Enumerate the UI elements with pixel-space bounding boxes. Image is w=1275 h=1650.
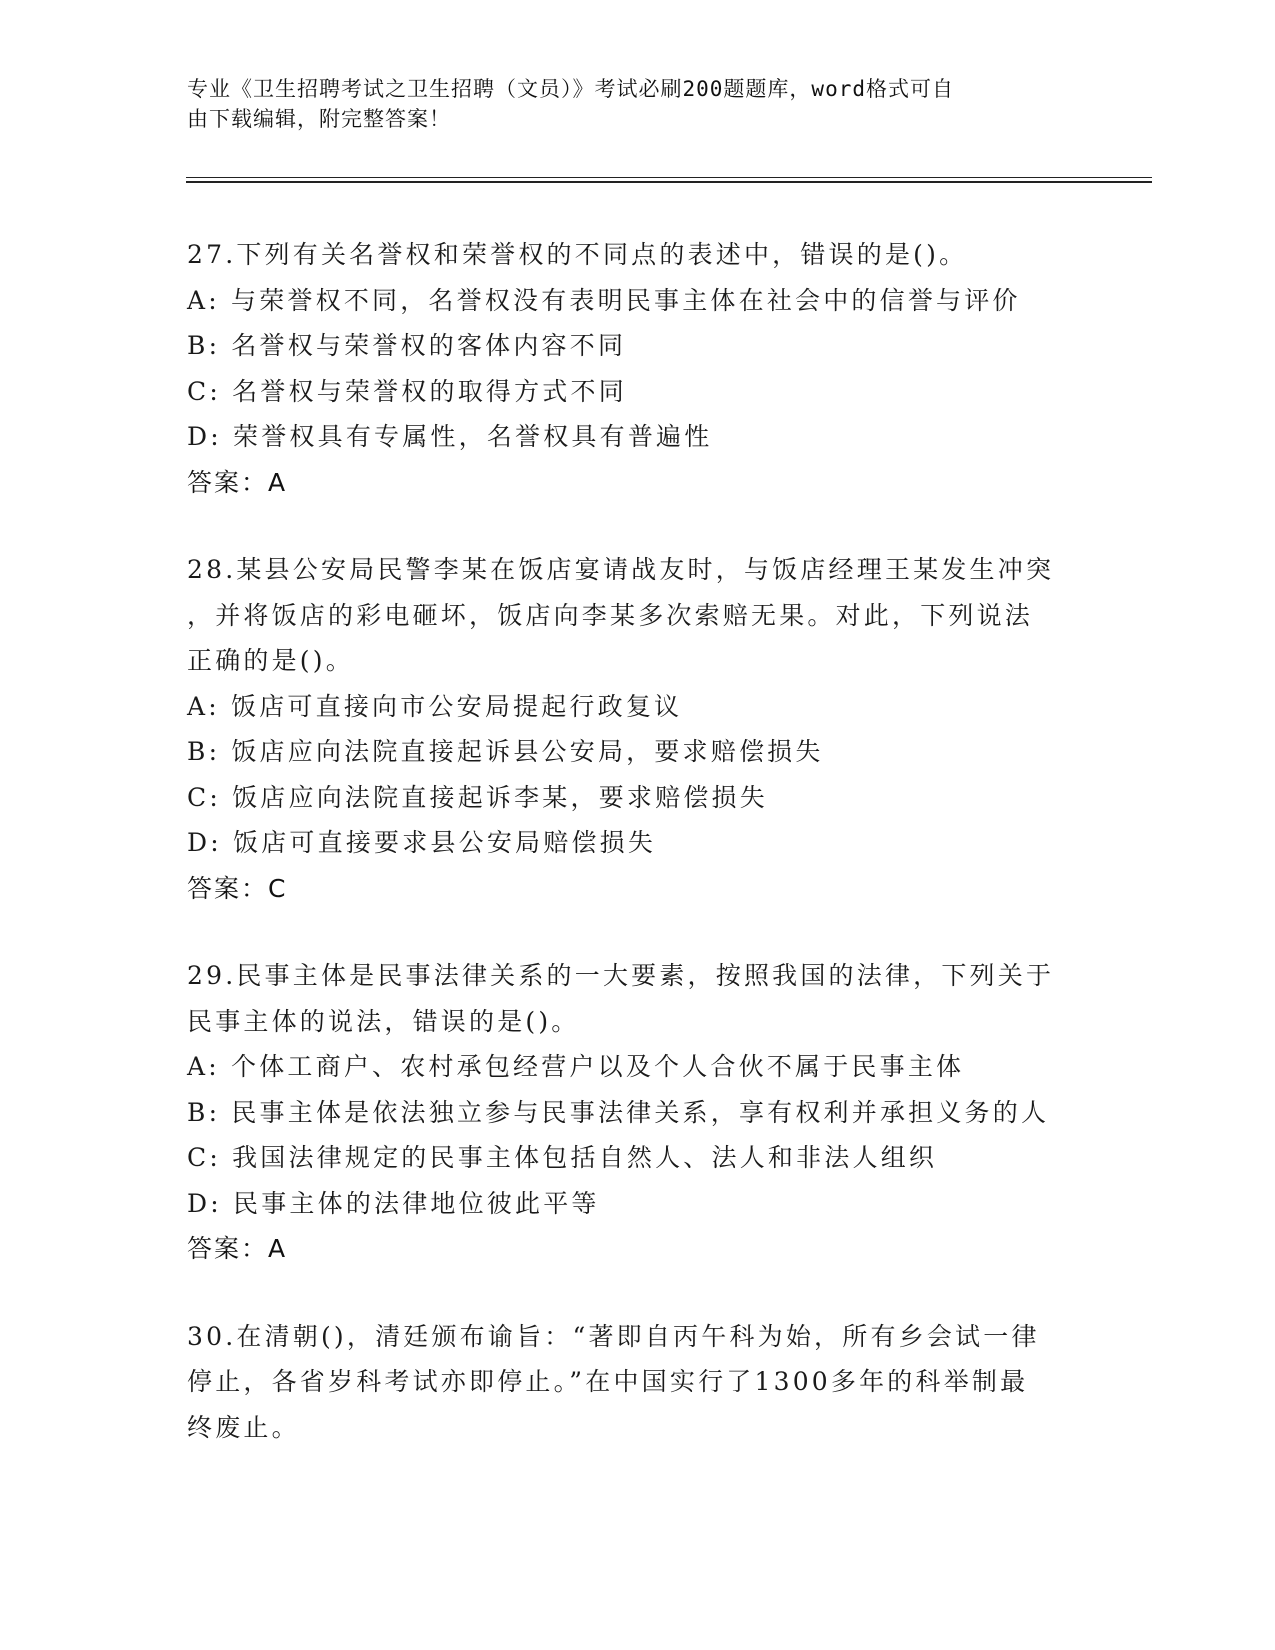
question-stem-line-1: 30.在清朝()，清廷颁布谕旨：“著即自丙午科为始，所有乡会试一律 [187, 1321, 1040, 1351]
answer-line: 答案：A [187, 1234, 288, 1263]
question-stem-line-2: 民事主体的说法，错误的是()。 [187, 1006, 580, 1036]
header-divider-top [186, 177, 1152, 178]
question-stem-line-2: 停止，各省岁科考试亦即停止。”在中国实行了1300多年的科举制最 [187, 1367, 1029, 1396]
option-b: B: 饭店应向法院直接起诉县公安局，要求赔偿损失 [187, 737, 824, 766]
question-stem-line-2: ，并将饭店的彩电砸坏，饭店向李某多次索赔无果。对此，下列说法 [187, 600, 1034, 630]
question-29 [187, 953, 1087, 1272]
option-d: D: 荣誉权具有专属性，名誉权具有普遍性 [187, 422, 713, 451]
option-a: A: 饭店可直接向市公安局提起行政复议 [187, 691, 683, 721]
question-28 [187, 547, 1087, 911]
question-stem: 27.下列有关名誉权和荣誉权的不同点的表述中，错误的是()。 [187, 240, 968, 269]
question-30 [187, 1314, 1087, 1451]
answer-line: 答案：A [187, 467, 288, 497]
header-divider-bottom [186, 181, 1152, 183]
option-d: D: 饭店可直接要求县公安局赔偿损失 [187, 828, 657, 857]
question-27 [187, 232, 1087, 505]
question-stem-line-1: 28.某县公安局民警李某在饭店宴请战友时，与饭店经理王某发生冲突 [187, 555, 1055, 584]
answer-line: 答案：C [187, 873, 288, 903]
header-line-2: 由下载编辑，附完整答案！ [187, 107, 451, 131]
option-c: C: 饭店应向法院直接起诉李某，要求赔偿损失 [187, 782, 768, 812]
option-a: A: 与荣誉权不同，名誉权没有表明民事主体在社会中的信誉与评价 [187, 285, 1021, 315]
option-c: C: 我国法律规定的民事主体包括自然人、法人和非法人组织 [187, 1143, 938, 1172]
header-line-1: 专业《卫生招聘考试之卫生招聘（文员）》考试必刷200题题库，word格式可自 [187, 77, 954, 101]
option-b: B: 民事主体是依法独立参与民事法律关系，享有权利并承担义务的人 [187, 1097, 1050, 1127]
option-b: B: 名誉权与荣誉权的客体内容不同 [187, 331, 627, 360]
question-list [187, 232, 1087, 1492]
option-d: D: 民事主体的法律地位彼此平等 [187, 1188, 600, 1218]
document-header [187, 74, 1067, 134]
question-stem-line-1: 29.民事主体是民事法律关系的一大要素，按照我国的法律，下列关于 [187, 961, 1055, 990]
option-c: C: 名誉权与荣誉权的取得方式不同 [187, 376, 627, 406]
question-stem-line-3: 正确的是()。 [187, 646, 354, 675]
question-stem-line-3: 终废止。 [187, 1412, 300, 1442]
option-a: A: 个体工商户、农村承包经营户以及个人合伙不属于民事主体 [187, 1052, 965, 1081]
